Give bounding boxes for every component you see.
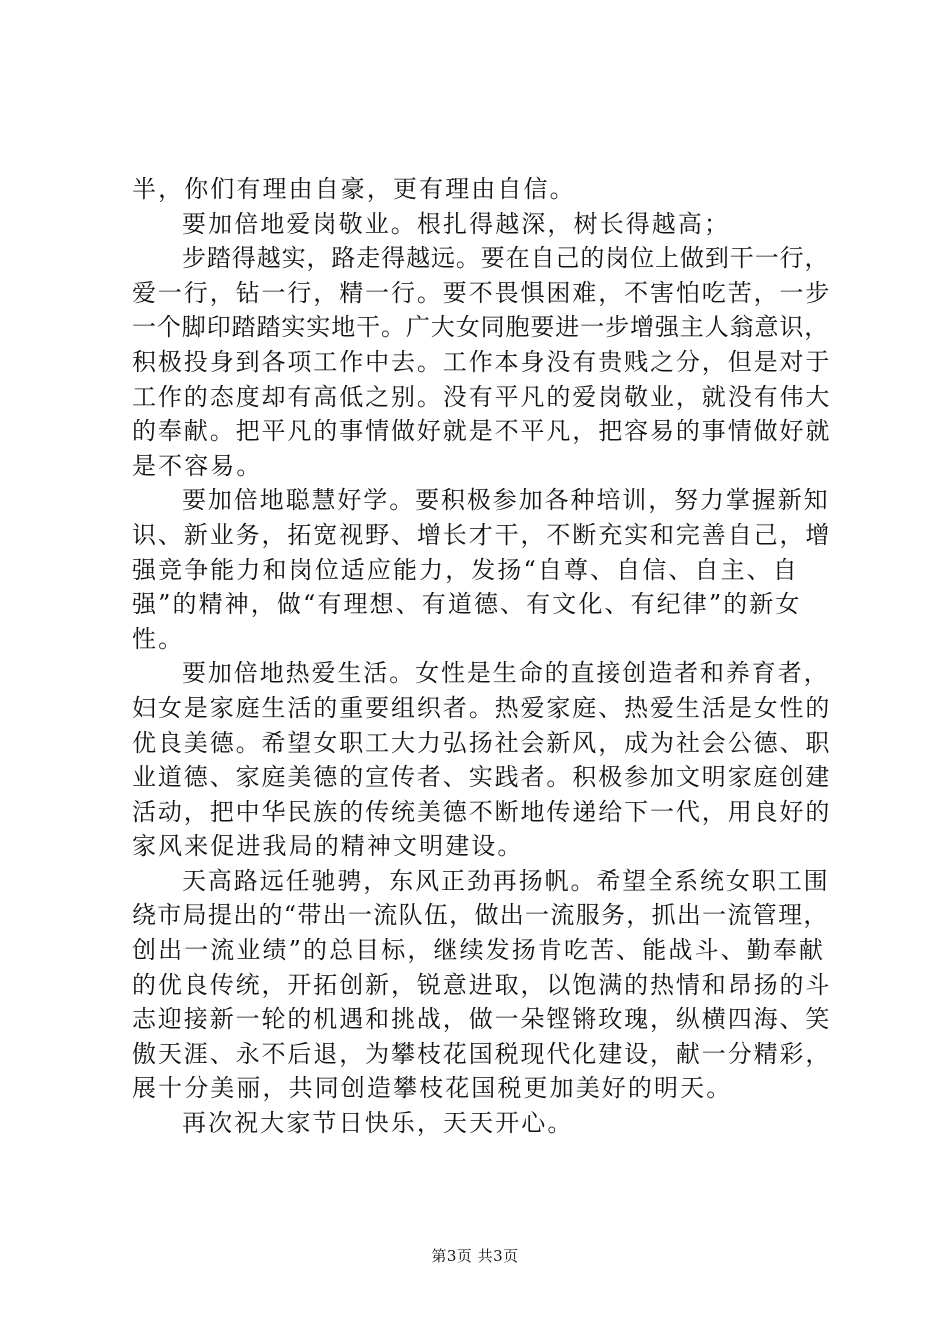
text-line: 是不容易。	[132, 451, 263, 480]
text-line: 优良美德。希望女职工大力弘扬社会新风，成为社会公德、职	[132, 728, 832, 757]
text-line: 半，你们有理由自豪，更有理由自信。	[132, 175, 576, 203]
text-line: 强”的精神，做“有理想、有道德、有文化、有纪律”的新女	[132, 590, 802, 619]
text-line: 傲天涯、永不后退，为攀枝花国税现代化建设，献一分精彩，	[132, 1039, 832, 1068]
text-line: 妇女是家庭生活的重要组织者。热爱家庭、热爱生活是女性的	[132, 693, 832, 722]
text-line: 创出一流业绩”的总目标，继续发扬肯吃苦、能战斗、勤奉献	[132, 936, 825, 965]
text-line: 业道德、家庭美德的宣传者、实践者。积极参加文明家庭创建	[132, 763, 832, 792]
page-footer: 第3页 共3页	[431, 1247, 519, 1265]
text-line: 一个脚印踏踏实实地干。广大女同胞要进一步增强主人翁意识，	[132, 313, 830, 342]
text-line: 活动，把中华民族的传统美德不断地传递给下一代，用良好的	[132, 797, 832, 826]
text-line: 要加倍地爱岗敬业。根扎得越深，树长得越高；	[182, 209, 731, 238]
text-line: 再次祝大家节日快乐，天天开心。	[182, 1109, 574, 1138]
text-line: 天高路远任驰骋，东风正劲再扬帆。希望全系统女职工围	[182, 866, 830, 895]
text-line: 识、新业务，拓宽视野、增长才干，不断充实和完善自己，增	[132, 520, 832, 549]
text-line: 工作的态度却有高低之别。没有平凡的爱岗敬业，就没有伟大	[132, 382, 832, 411]
text-line: 展十分美丽，共同创造攀枝花国税更加美好的明天。	[132, 1074, 733, 1103]
text-line: 绕市局提出的“带出一流队伍，做出一流服务，抓出一流管理，	[132, 901, 829, 930]
text-line: 性。	[132, 624, 185, 653]
text-line: 步踏得越实，路走得越远。要在自己的岗位上做到干一行，	[182, 244, 830, 273]
text-line: 志迎接新一轮的机遇和挑战，做一朵铿锵玫瑰，纵横四海、笑	[132, 1005, 832, 1034]
text-line: 家风来促进我局的精神文明建设。	[132, 832, 524, 861]
text-line: 要加倍地聪慧好学。要积极参加各种培训，努力掌握新知	[182, 486, 830, 515]
text-line: 爱一行，钻一行，精一行。要不畏惧困难，不害怕吃苦，一步	[132, 278, 832, 307]
text-line: 强竞争能力和岗位适应能力，发扬“自尊、自信、自主、自	[132, 555, 799, 584]
text-line: 积极投身到各项工作中去。工作本身没有贵贱之分，但是对于	[132, 347, 832, 376]
text-line: 要加倍地热爱生活。女性是生命的直接创造者和养育者，	[182, 659, 830, 688]
text-line: 的奉献。把平凡的事情做好就是不平凡，把容易的事情做好就	[132, 417, 832, 446]
body-text	[132, 172, 832, 1141]
text-line: 的优良传统，开拓创新，锐意进取，以饱满的热情和昂扬的斗	[132, 970, 832, 999]
